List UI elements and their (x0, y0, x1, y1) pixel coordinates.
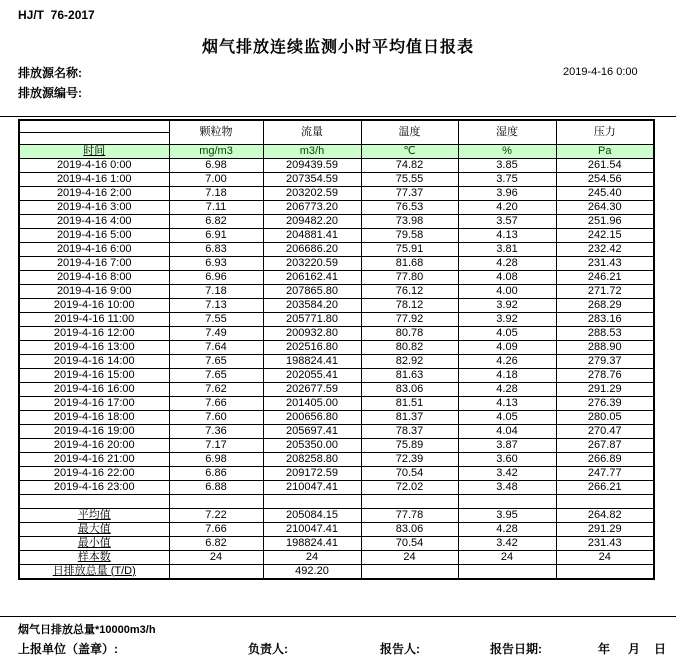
table-row (19, 340, 654, 354)
value-cell: 242.15 (556, 228, 654, 242)
value-cell (361, 564, 458, 579)
value-cell: 209482.20 (263, 214, 361, 228)
value-cell: 4.05 (458, 326, 556, 340)
table-row (19, 438, 654, 452)
value-cell: 203584.20 (263, 298, 361, 312)
table-row (19, 522, 654, 536)
summary-label: 最大值 (19, 522, 169, 536)
unit-cell: mg/m3 (169, 144, 263, 158)
value-cell: 268.29 (556, 298, 654, 312)
value-cell: 206773.20 (263, 200, 361, 214)
value-cell: 205771.80 (263, 312, 361, 326)
value-cell: 7.66 (169, 522, 263, 536)
value-cell: 288.90 (556, 340, 654, 354)
value-cell: 7.22 (169, 508, 263, 522)
value-cell: 205350.00 (263, 438, 361, 452)
value-cell: 7.17 (169, 438, 263, 452)
year-label: 年 (598, 642, 611, 656)
value-cell: 280.05 (556, 410, 654, 424)
time-cell: 2019-4-16 5:00 (19, 228, 169, 242)
time-cell: 2019-4-16 9:00 (19, 284, 169, 298)
value-cell: 254.56 (556, 172, 654, 186)
value-cell: 72.39 (361, 452, 458, 466)
value-cell: 3.42 (458, 536, 556, 550)
table-row (19, 326, 654, 340)
value-cell: 291.29 (556, 382, 654, 396)
value-cell: 198824.41 (263, 536, 361, 550)
col-header-flow: 流量 (263, 120, 361, 144)
value-cell: 278.76 (556, 368, 654, 382)
value-cell: 200656.80 (263, 410, 361, 424)
value-cell: 4.00 (458, 284, 556, 298)
value-cell: 80.78 (361, 326, 458, 340)
value-cell: 210047.41 (263, 522, 361, 536)
value-cell: 6.93 (169, 256, 263, 270)
value-cell: 202516.80 (263, 340, 361, 354)
table-row (19, 186, 654, 200)
value-cell: 279.37 (556, 354, 654, 368)
value-cell: 3.92 (458, 298, 556, 312)
value-cell: 203220.59 (263, 256, 361, 270)
total-emission-note: 烟气日排放总量*10000m3/h (18, 624, 156, 636)
value-cell: 76.12 (361, 284, 458, 298)
table-row (19, 214, 654, 228)
value-cell (556, 564, 654, 579)
table-row (19, 298, 654, 312)
table-row (19, 368, 654, 382)
value-cell: 3.96 (458, 186, 556, 200)
value-cell: 208258.80 (263, 452, 361, 466)
responsible-label: 负责人: (248, 642, 288, 656)
value-cell: 75.91 (361, 242, 458, 256)
time-cell: 2019-4-16 10:00 (19, 298, 169, 312)
value-cell: 81.51 (361, 396, 458, 410)
value-cell: 6.98 (169, 158, 263, 172)
standard-number: HJ/T 76-2017 (18, 8, 95, 22)
value-cell: 7.36 (169, 424, 263, 438)
value-cell: 3.57 (458, 214, 556, 228)
value-cell (458, 564, 556, 579)
value-cell: 3.92 (458, 312, 556, 326)
table-row (19, 550, 654, 564)
value-cell: 245.40 (556, 186, 654, 200)
value-cell: 247.77 (556, 466, 654, 480)
value-cell: 270.47 (556, 424, 654, 438)
value-cell: 7.49 (169, 326, 263, 340)
value-cell: 3.95 (458, 508, 556, 522)
value-cell: 3.85 (458, 158, 556, 172)
table-row (19, 172, 654, 186)
value-cell: 4.18 (458, 368, 556, 382)
table-row (19, 452, 654, 466)
value-cell: 75.89 (361, 438, 458, 452)
time-cell: 2019-4-16 21:00 (19, 452, 169, 466)
spacer-row (19, 494, 654, 508)
table-row (19, 158, 654, 172)
time-cell: 2019-4-16 17:00 (19, 396, 169, 410)
page-title: 烟气排放连续监测小时平均值日报表 (201, 39, 474, 56)
value-cell: 3.75 (458, 172, 556, 186)
value-cell: 7.66 (169, 396, 263, 410)
value-cell: 7.18 (169, 284, 263, 298)
summary-label: 最小值 (19, 536, 169, 550)
time-cell: 2019-4-16 22:00 (19, 466, 169, 480)
summary-label: 平均值 (19, 508, 169, 522)
value-cell: 7.11 (169, 200, 263, 214)
time-cell: 2019-4-16 4:00 (19, 214, 169, 228)
value-cell: 7.62 (169, 382, 263, 396)
value-cell: 288.53 (556, 326, 654, 340)
table-row (19, 466, 654, 480)
value-cell: 3.48 (458, 480, 556, 494)
table-row (19, 536, 654, 550)
value-cell: 204881.41 (263, 228, 361, 242)
time-cell: 2019-4-16 6:00 (19, 242, 169, 256)
value-cell: 77.37 (361, 186, 458, 200)
table-row (19, 396, 654, 410)
value-cell: 70.54 (361, 466, 458, 480)
value-cell: 4.28 (458, 522, 556, 536)
table-row (19, 256, 654, 270)
summary-label: 日排放总量 (T/D) (19, 564, 169, 579)
value-cell: 7.65 (169, 368, 263, 382)
value-cell: 7.18 (169, 186, 263, 200)
value-cell: 6.86 (169, 466, 263, 480)
value-cell: 232.42 (556, 242, 654, 256)
value-cell: 231.43 (556, 256, 654, 270)
value-cell: 209439.59 (263, 158, 361, 172)
value-cell: 206162.41 (263, 270, 361, 284)
value-cell: 72.02 (361, 480, 458, 494)
value-cell: 246.21 (556, 270, 654, 284)
value-cell: 7.55 (169, 312, 263, 326)
table-row (19, 564, 654, 579)
value-cell: 264.30 (556, 200, 654, 214)
value-cell: 81.68 (361, 256, 458, 270)
hourly-average-table (18, 119, 655, 580)
value-cell: 73.98 (361, 214, 458, 228)
value-cell: 77.80 (361, 270, 458, 284)
time-cell: 2019-4-16 19:00 (19, 424, 169, 438)
value-cell: 198824.41 (263, 354, 361, 368)
value-cell: 209172.59 (263, 466, 361, 480)
value-cell: 77.78 (361, 508, 458, 522)
time-cell: 2019-4-16 8:00 (19, 270, 169, 284)
time-cell: 2019-4-16 0:00 (19, 158, 169, 172)
value-cell: 81.37 (361, 410, 458, 424)
table-row (19, 284, 654, 298)
value-cell: 492.20 (263, 564, 361, 579)
value-cell: 4.13 (458, 396, 556, 410)
header-empty-cell (19, 132, 169, 144)
value-cell: 4.04 (458, 424, 556, 438)
time-cell: 2019-4-16 16:00 (19, 382, 169, 396)
time-cell: 2019-4-16 7:00 (19, 256, 169, 270)
value-cell: 4.08 (458, 270, 556, 284)
value-cell: 78.37 (361, 424, 458, 438)
value-cell: 203202.59 (263, 186, 361, 200)
table-row (19, 382, 654, 396)
value-cell: 83.06 (361, 382, 458, 396)
value-cell: 276.39 (556, 396, 654, 410)
value-cell: 261.54 (556, 158, 654, 172)
value-cell: 200932.80 (263, 326, 361, 340)
value-cell: 3.87 (458, 438, 556, 452)
value-cell: 4.09 (458, 340, 556, 354)
unit-cell: ℃ (361, 144, 458, 158)
value-cell: 80.82 (361, 340, 458, 354)
table-row (19, 410, 654, 424)
header-row-top (19, 120, 654, 132)
value-cell: 4.28 (458, 382, 556, 396)
value-cell: 4.26 (458, 354, 556, 368)
value-cell: 205084.15 (263, 508, 361, 522)
time-cell: 2019-4-16 20:00 (19, 438, 169, 452)
value-cell: 4.13 (458, 228, 556, 242)
source-name-label: 排放源名称: (18, 66, 82, 80)
value-cell: 266.21 (556, 480, 654, 494)
reporter-label: 报告人: (380, 642, 420, 656)
value-cell: 271.72 (556, 284, 654, 298)
time-cell: 2019-4-16 1:00 (19, 172, 169, 186)
unit-cell: % (458, 144, 556, 158)
value-cell (169, 564, 263, 579)
value-cell: 76.53 (361, 200, 458, 214)
value-cell: 6.96 (169, 270, 263, 284)
value-cell: 207354.59 (263, 172, 361, 186)
value-cell: 267.87 (556, 438, 654, 452)
value-cell: 24 (169, 550, 263, 564)
time-cell: 2019-4-16 12:00 (19, 326, 169, 340)
table-row (19, 270, 654, 284)
value-cell: 6.98 (169, 452, 263, 466)
value-cell: 283.16 (556, 312, 654, 326)
value-cell: 6.82 (169, 536, 263, 550)
value-cell: 70.54 (361, 536, 458, 550)
value-cell: 4.05 (458, 410, 556, 424)
value-cell: 7.65 (169, 354, 263, 368)
table-row (19, 200, 654, 214)
col-header-pressure: 压力 (556, 120, 654, 144)
time-header-cell: 时间 (19, 144, 169, 158)
value-cell: 7.00 (169, 172, 263, 186)
report-datetime: 2019-4-16 0:00 (563, 66, 638, 78)
value-cell: 7.13 (169, 298, 263, 312)
units-row (19, 144, 654, 158)
value-cell: 7.64 (169, 340, 263, 354)
value-cell: 4.20 (458, 200, 556, 214)
source-code-label: 排放源编号: (18, 86, 82, 100)
table-row (19, 480, 654, 494)
value-cell: 6.82 (169, 214, 263, 228)
table-row (19, 228, 654, 242)
value-cell: 24 (458, 550, 556, 564)
col-header-temperature: 温度 (361, 120, 458, 144)
value-cell: 3.60 (458, 452, 556, 466)
value-cell: 251.96 (556, 214, 654, 228)
table-row (19, 508, 654, 522)
time-cell: 2019-4-16 11:00 (19, 312, 169, 326)
table-row (19, 242, 654, 256)
time-cell: 2019-4-16 15:00 (19, 368, 169, 382)
value-cell: 6.91 (169, 228, 263, 242)
header-empty-cell (19, 120, 169, 132)
report-unit-label: 上报单位（盖章）: (18, 642, 118, 656)
summary-label: 样本数 (19, 550, 169, 564)
value-cell: 206686.20 (263, 242, 361, 256)
value-cell: 7.60 (169, 410, 263, 424)
value-cell: 78.12 (361, 298, 458, 312)
value-cell: 6.83 (169, 242, 263, 256)
day-label: 日 (654, 642, 667, 656)
value-cell: 77.92 (361, 312, 458, 326)
value-cell: 210047.41 (263, 480, 361, 494)
top-divider (0, 116, 676, 117)
value-cell: 207865.80 (263, 284, 361, 298)
col-header-particulate: 颗粒物 (169, 120, 263, 144)
value-cell: 231.43 (556, 536, 654, 550)
value-cell: 205697.41 (263, 424, 361, 438)
value-cell: 6.88 (169, 480, 263, 494)
month-label: 月 (628, 642, 641, 656)
bottom-divider (0, 616, 676, 617)
time-cell: 2019-4-16 18:00 (19, 410, 169, 424)
value-cell: 3.42 (458, 466, 556, 480)
value-cell: 75.55 (361, 172, 458, 186)
value-cell: 24 (556, 550, 654, 564)
value-cell: 202677.59 (263, 382, 361, 396)
value-cell: 79.58 (361, 228, 458, 242)
value-cell: 291.29 (556, 522, 654, 536)
value-cell: 24 (263, 550, 361, 564)
value-cell: 3.81 (458, 242, 556, 256)
value-cell: 83.06 (361, 522, 458, 536)
value-cell: 201405.00 (263, 396, 361, 410)
value-cell: 4.28 (458, 256, 556, 270)
value-cell: 266.89 (556, 452, 654, 466)
time-cell: 2019-4-16 2:00 (19, 186, 169, 200)
unit-cell: Pa (556, 144, 654, 158)
time-cell: 2019-4-16 14:00 (19, 354, 169, 368)
value-cell: 81.63 (361, 368, 458, 382)
time-cell: 2019-4-16 3:00 (19, 200, 169, 214)
time-cell: 2019-4-16 13:00 (19, 340, 169, 354)
value-cell: 202055.41 (263, 368, 361, 382)
time-cell: 2019-4-16 23:00 (19, 480, 169, 494)
value-cell: 82.92 (361, 354, 458, 368)
value-cell: 74.82 (361, 158, 458, 172)
unit-cell: m3/h (263, 144, 361, 158)
report-date-label: 报告日期: (490, 642, 542, 656)
col-header-humidity: 湿度 (458, 120, 556, 144)
table-row (19, 354, 654, 368)
value-cell: 24 (361, 550, 458, 564)
table-row (19, 424, 654, 438)
table-row (19, 312, 654, 326)
value-cell: 264.82 (556, 508, 654, 522)
